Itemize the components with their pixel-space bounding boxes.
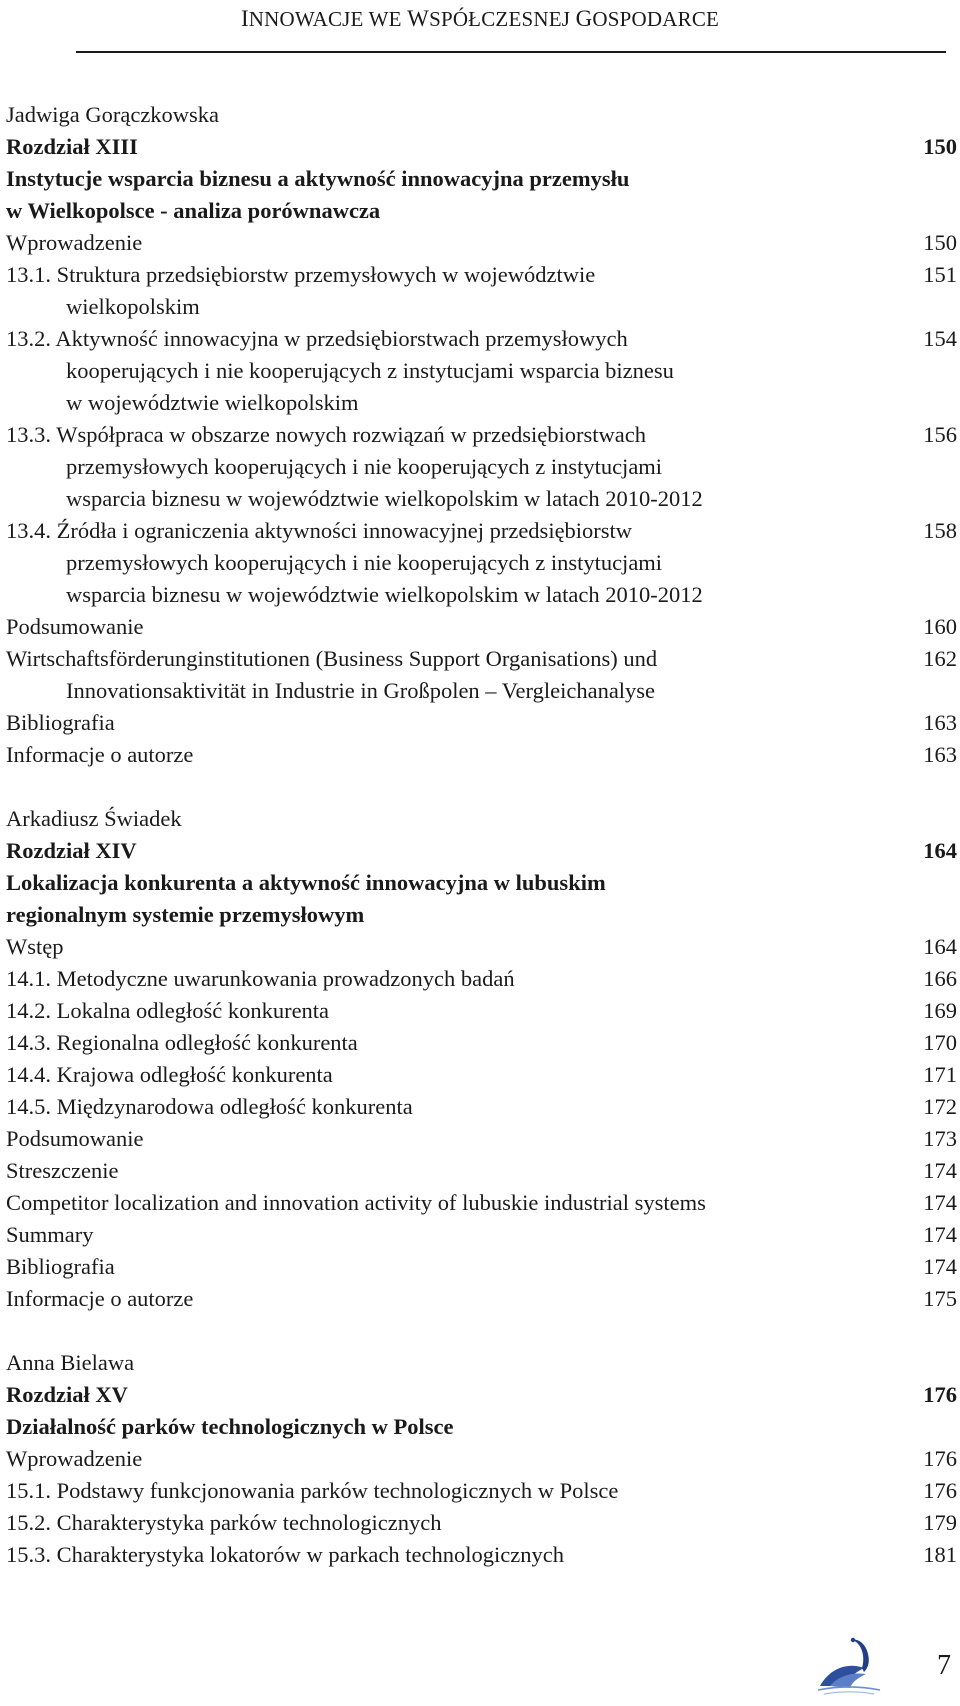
chapter-title-line: w Wielkopolsce - analiza porównawcza [6,198,381,223]
page-number: 164 [923,934,957,959]
toc-entry [6,1443,957,1475]
page-number: 151 [923,262,957,287]
header-part-3: OSPODARCE [592,7,720,31]
page-number-footer: 7 [937,1650,951,1681]
entry-label: 13.1. Struktura przedsiębiorstw przemysłowych w województwie [6,262,596,287]
toc-entry [6,1539,957,1571]
page-number: 163 [923,710,957,735]
toc-entry-continuation [6,291,957,323]
page-number: 160 [923,614,957,639]
chapter-title-line: Działalność parków technologicznych w Polsce [6,1414,454,1439]
toc-entry [6,515,957,547]
chapter-title-line: Instytucje wsparcia biznesu a aktywność innowacyjna przemysłu [6,166,630,191]
page-number: 176 [923,1478,957,1503]
toc-entry-continuation [6,355,957,387]
entry-label: Innovationsaktivität in Industrie in Großpolen – Vergleichanalyse [66,678,656,703]
author-name: Anna Bielawa [6,1350,135,1375]
entry-label: 13.4. Źródła i ograniczenia aktywności innowacyjnej przedsiębiorstw [6,518,633,543]
page-number: 166 [923,966,957,991]
page-number: 169 [923,998,957,1023]
toc-entry [6,1187,957,1219]
page-number: 156 [923,422,957,447]
header-part-1: NNOWACJE WE [248,7,408,31]
entry-label: 14.2. Lokalna odległość konkurenta [6,998,330,1023]
toc-author [6,803,957,835]
page-number: 174 [923,1158,957,1183]
toc-entry [6,1251,957,1283]
table-of-contents [6,99,957,1571]
entry-label: wsparcia biznesu w województwie wielkopolskim w latach 2010-2012 [66,486,703,511]
chapter-title-line: regionalnym systemie przemysłowym [6,902,365,927]
section-gap [6,771,957,803]
page-number: 179 [923,1510,957,1535]
toc-entry [6,419,957,451]
page-number: 174 [923,1190,957,1215]
toc-entry [6,1027,957,1059]
toc-chapter-heading [6,1379,957,1411]
toc-entry [6,323,957,355]
entry-label: Wprowadzenie [6,1446,143,1471]
toc-entry-continuation [6,675,957,707]
page-number: 164 [923,838,957,863]
page-number: 170 [923,1030,957,1055]
entry-label: przemysłowych kooperujących i nie kooperujących z instytucjami [66,454,663,479]
header-initial-1: I [240,6,249,31]
author-name: Arkadiusz Świadek [6,806,182,831]
header-part-2: SPÓŁCZESNEJ [429,7,576,31]
toc-entry-continuation [6,451,957,483]
toc-entry [6,707,957,739]
entry-label: Wirtschaftsförderunginstitutionen (Business Support Organisations) und [6,646,658,671]
toc-entry [6,259,957,291]
entry-label: 15.1. Podstawy funkcjonowania parków technologicznych w Polsce [6,1478,619,1503]
entry-label: Podsumowanie [6,614,144,639]
section-gap [6,1315,957,1347]
chapter-label: Rozdział XV [6,1382,128,1407]
page-number: 181 [923,1542,957,1567]
toc-chapter-title [6,1411,957,1443]
toc-entry [6,1507,957,1539]
entry-label: 15.2. Charakterystyka parków technologicznych [6,1510,442,1535]
header-initial-3: G [575,6,593,31]
entry-label: 14.5. Międzynarodowa odległość konkurenta [6,1094,413,1119]
page-number: 172 [923,1094,957,1119]
page-number: 176 [923,1446,957,1471]
entry-label: Bibliografia [6,1254,115,1279]
page-number: 163 [923,742,957,767]
chapter-label: Rozdział XIV [6,838,137,863]
entry-label: Bibliografia [6,710,115,735]
toc-entry [6,1219,957,1251]
page-number: 174 [923,1222,957,1247]
page-number: 154 [923,326,957,351]
entry-label: 14.1. Metodyczne uwarunkowania prowadzonych badań [6,966,515,991]
entry-label: w województwie wielkopolskim [66,390,359,415]
entry-label: kooperujących i nie kooperujących z instytucjami wsparcia biznesu [66,358,674,383]
entry-label: Summary [6,1222,94,1247]
swan-logo-icon [808,1628,888,1698]
toc-entry [6,1283,957,1315]
chapter-title-line: Lokalizacja konkurenta a aktywność innowacyjna w lubuskim [6,870,606,895]
chapter-label: Rozdział XIII [6,134,138,159]
toc-entry [6,931,957,963]
entry-label: 13.2. Aktywność innowacyjna w przedsiębiorstwach przemysłowych [6,326,628,351]
entry-label: Podsumowanie [6,1126,144,1151]
toc-entry [6,739,957,771]
toc-entry [6,1059,957,1091]
page-number: 158 [923,518,957,543]
header-initial-2: W [407,6,430,31]
toc-entry [6,995,957,1027]
toc-entry-continuation [6,547,957,579]
toc-entry [6,643,957,675]
toc-chapter-title [6,867,957,899]
toc-chapter-heading [6,835,957,867]
toc-chapter-heading [6,131,957,163]
toc-chapter-title [6,195,957,227]
entry-label: 14.3. Regionalna odległość konkurenta [6,1030,358,1055]
toc-entry-continuation [6,483,957,515]
page-number: 171 [923,1062,957,1087]
toc-entry-continuation [6,387,957,419]
entry-label: wielkopolskim [66,294,200,319]
entry-label: 14.4. Krajowa odległość konkurenta [6,1062,333,1087]
toc-entry-continuation [6,579,957,611]
page-number: 173 [923,1126,957,1151]
toc-chapter-title [6,899,957,931]
toc-entry [6,1091,957,1123]
page-number: 150 [923,134,957,159]
entry-label: Informacje o autorze [6,742,194,767]
running-header [0,6,960,32]
entry-label: Wprowadzenie [6,230,143,255]
entry-label: Streszczenie [6,1158,119,1183]
entry-label: wsparcia biznesu w województwie wielkopolskim w latach 2010-2012 [66,582,703,607]
entry-label: Informacje o autorze [6,1286,194,1311]
toc-entry [6,1123,957,1155]
entry-label: 13.3. Współpraca w obszarze nowych rozwiązań w przedsiębiorstwach [6,422,646,447]
entry-label: 15.3. Charakterystyka lokatorów w parkach technologicznych [6,1542,564,1567]
toc-author [6,99,957,131]
toc-entry [6,963,957,995]
entry-label: Competitor localization and innovation activity of lubuskie industrial systems [6,1190,706,1215]
header-divider [76,51,946,53]
entry-label: Wstęp [6,934,64,959]
toc-entry [6,1155,957,1187]
page-number: 175 [923,1286,957,1311]
page-number: 174 [923,1254,957,1279]
page-number: 150 [923,230,957,255]
author-name: Jadwiga Gorączkowska [6,102,220,127]
page-number: 162 [923,646,957,671]
toc-entry [6,227,957,259]
page-number: 176 [923,1382,957,1407]
toc-chapter-title [6,163,957,195]
toc-entry [6,1475,957,1507]
entry-label: przemysłowych kooperujących i nie kooperujących z instytucjami [66,550,663,575]
toc-author [6,1347,957,1379]
toc-entry [6,611,957,643]
